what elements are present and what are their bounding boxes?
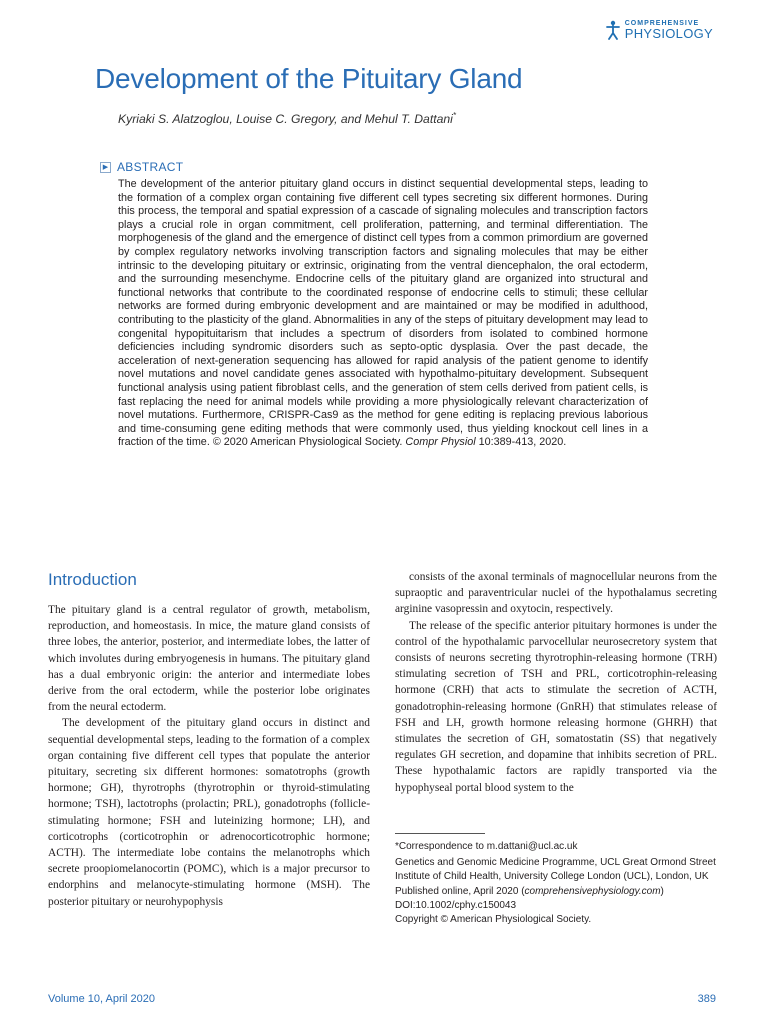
footnote-published [395,885,717,899]
logo-line-2: PHYSIOLOGY [624,26,713,41]
footer-issue: Volume 10, April 2020 [48,993,156,1005]
journal-logo [605,20,713,40]
logo-line-1: COMPREHENSIVE [624,20,700,27]
abstract-citation-details: 10:389-413, 2020. [478,436,567,449]
footnote-doi: DOI:10.1002/cphy.c150043 [395,899,517,911]
footnote-affiliation: Genetics and Genomic Medicine Programme, UCL Great Ormond Street Institute of Child Health, University College London (UCL), London, UK [395,857,716,883]
physiology-figure-logo [605,20,621,40]
footnote-divider [395,833,485,834]
paragraph: The pituitary gland is a central regulator of growth, metabolism, reproduction, and homeostasis. In mice, the mature gland consists of three lobes, the anterior, posterior, and intermediate lobes, the latter of which involutes during embryogenesis in humans. The pituitary gland has a dual embryonic origin: the anterior and intermediate lobes derive from the oral ectoderm, while the posterior lobe originates from the neural ectoderm. [48,604,370,714]
section-heading-introduction: Introduction [48,570,137,589]
footnote-copyright: Copyright © American Physiological Society. [395,914,592,926]
page-number: 389 [697,993,716,1005]
published-prefix: Published online, April 2020 ( [395,885,525,897]
paragraph: consists of the axonal terminals of magnocellular neurons from the supraoptic and paraventricular nuclei of the hypothalamus secreting arginine vasopressin and oxytocin, respectively. [395,571,717,616]
paragraph: The release of the specific anterior pituitary hormones is under the control of the hypothalamic parvocellular neurosecretory system that consists of neurons secreting thyrotrophin-releasing hormone (TRH) stimulating secretion of TSH and PRL, corticotrophin-releasing hormone (CRH) that acts to stimulate the secretion of ACTH, gonadotrophin-releasing hormone (GnRH) that stimulates release of FSH and LH, growth hormone releasing hormone (GHRH) that stimulates the secretion of GH, somatostatin (SS) that negatively regulates GH secretion, and dopamine that inhibits secretion of PRL. These hypothalamic factors are rapidly transported via the hypophyseal portal blood system to the [395,619,717,794]
correspondence-mark: * [452,111,456,120]
abstract-heading [100,160,183,174]
footnotes [395,840,717,927]
abstract-citation-journal: Compr Physiol [405,436,476,449]
footnote-correspondence: *Correspondence to m.dattani@ucl.ac.uk [395,841,578,852]
abstract-label: ABSTRACT [117,160,184,174]
authors-text: Kyriaki S. Alatzoglou, Louise C. Gregory, and Mehul T. Dattani [118,112,453,127]
body-column-left [48,602,370,910]
article-authors [118,111,456,126]
published-site-link[interactable]: comprehensivephysiology.com [524,885,661,897]
abstract-text [118,178,648,450]
play-box-icon: ▶ [100,162,111,173]
body-column-right [395,569,717,796]
article-title: Development of the Pituitary Gland [95,63,523,94]
paragraph: The development of the pituitary gland occurs in distinct and sequential developmental steps, leading to the formation of a complex organ containing five different cell types that populate the anterior pituitary, secreting six different hormones: somatotrophs (growth hormone; GH), thyrotrophs (thyrotrophin or thyroid-stimulating hormone; TSH), lactotrophs (prolactin; PRL), gonadotrophs (follicle-stimulating hormone; FSH and luteinizing hormone; LH), and corticotrophs (corticotrophin or adrenocorticotrophic hormone; ACTH). The intermediate lobe contains the melanotrophs which secrete proopiomelanocortin (POMC), which is a major precursor to endorphins and melanocyte-stimulating hormone (MSH). The posterior pituitary or neurohypophysis [48,717,370,908]
published-suffix: ) [660,885,664,897]
abstract-body: The development of the anterior pituitary gland occurs in distinct sequential developmental steps, leading to the formation of a complex organ containing five different cell types secreting six different hormones. During this process, the temporal and spatial expression of a cascade of signaling molecules and transcription factors plays a crucial role in organ commitment, cell proliferation, patterning, and terminal differentiation. The morphogenesis of the gland and the emergence of distinct cell types from a common primordium are governed by complex regulatory networks involving transcription factors and signaling molecules that may be either intrinsic to the developing pituitary or extrinsic, originating from the ventral diencephalon, the oral ectoderm, and the surrounding mesenchyme. Endocrine cells of the pituitary gland are organized into structural and functional networks that contribute to the coordinated response of endocrine cells to stimuli; these cellular networks are formed during embryonic development and are maintained or may be modified in adulthood, contributing to the plasticity of the gland. Abnormalities in any of the steps of pituitary development may lead to congenital hypopituitarism that includes a spectrum of disorders from isolated to combined hormone deficiencies including syndromic disorders such as septo-optic dysplasia. Over the past decade, the acceleration of next-generation sequencing has allowed for rapid analysis of the patient genome to identify novel mutations and novel candidate genes associated with hypothalmo-pituitary development. Subsequent functional analysis using patient fibroblast cells, and the generation of stem cells derived from patient cells, is fast replacing the need for animal models while providing a more physiologically relevant characterization of novel mutations. Furthermore, CRISPR-Cas9 as the method for gene editing is replacing previous laborious and time-consuming gene editing methods that were commonly used, thus yielding knockout cell lines in a fraction of the time. © 2020 American Physiological Society. [118,178,648,449]
